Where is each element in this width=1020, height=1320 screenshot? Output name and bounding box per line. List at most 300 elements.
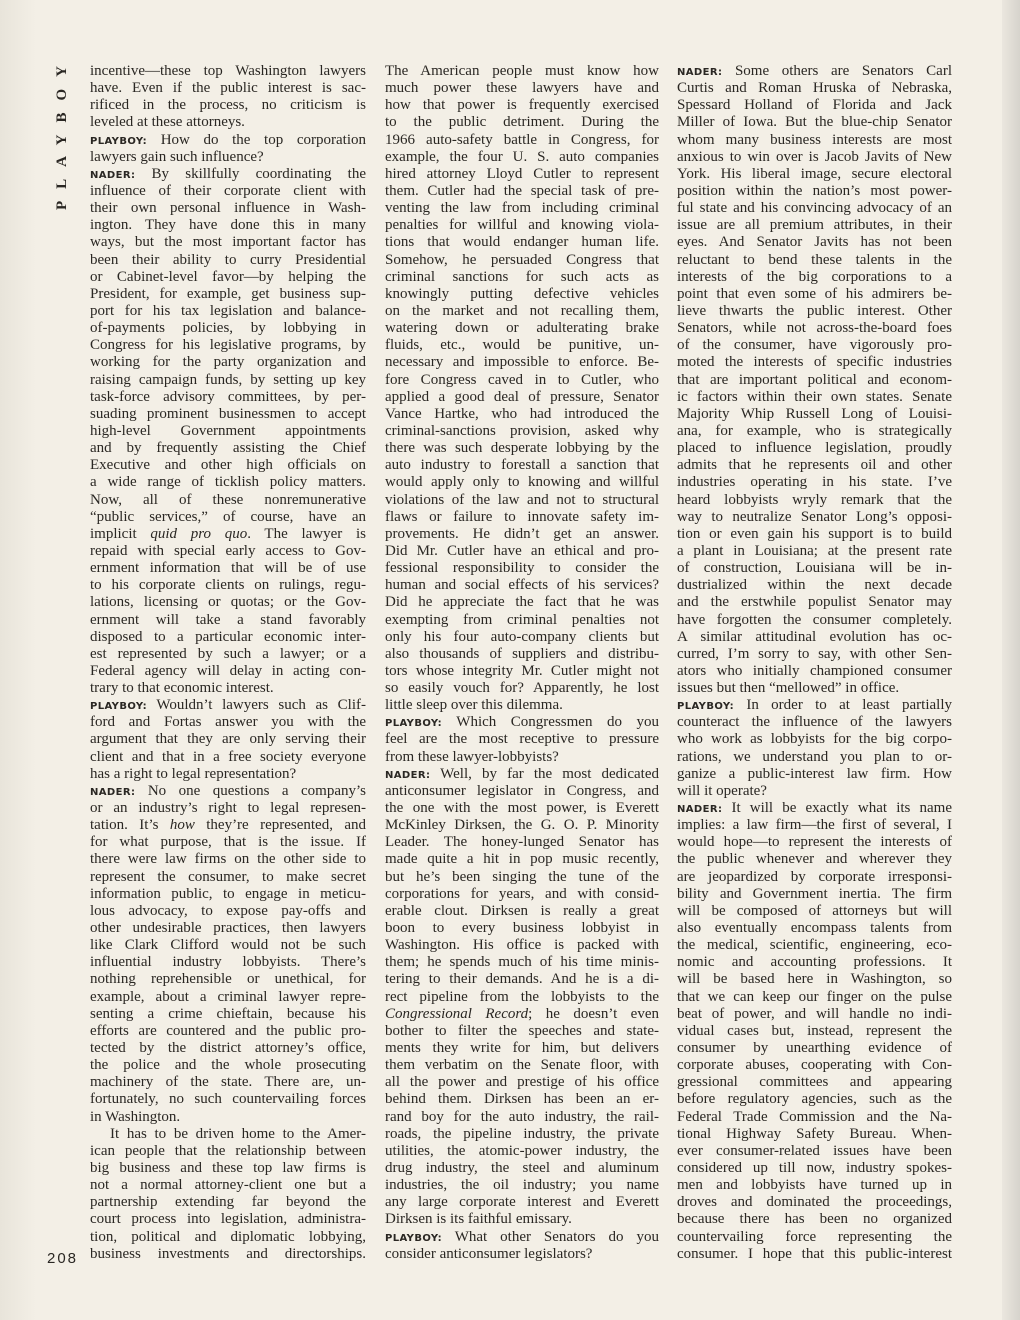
text-line (90, 731, 366, 748)
text-line (385, 1023, 659, 1040)
text-line (385, 97, 659, 114)
text-line (677, 1109, 952, 1126)
line-content (385, 1211, 572, 1228)
line-content (90, 783, 366, 801)
line-text: to the public detriment. During the (385, 114, 659, 131)
text-line (677, 457, 952, 474)
line-text: lawyers gain such influence? (90, 148, 264, 165)
line-text: also thousands of suppliers and distribu- (385, 645, 659, 662)
line-text: the police and the whole prosecuting (90, 1057, 366, 1074)
text-line (90, 509, 366, 526)
text-line (677, 149, 952, 166)
line-content (90, 389, 366, 406)
speaker-label: PLAYBOY: (90, 701, 148, 713)
page-number: 208 (47, 1250, 79, 1267)
line-text: Wouldn’t lawyers such as Clif- (147, 697, 366, 714)
line-text: tion or even gain his support is to build (677, 525, 952, 542)
line-content (677, 903, 952, 920)
text-line (90, 971, 366, 988)
line-content (677, 509, 952, 526)
line-content (90, 526, 366, 543)
line-content (385, 166, 659, 183)
line-text: working for the party organization and (90, 354, 366, 371)
line-text: that are important political and econom- (677, 371, 952, 388)
line-content (90, 1057, 366, 1074)
line-text: est represented by such a lawyer; or a (90, 645, 366, 662)
text-line (90, 286, 366, 303)
text-line (385, 80, 659, 97)
line-content (677, 1006, 952, 1023)
text-line (385, 269, 659, 286)
line-text: port for his tax legislation and balance- (90, 302, 366, 319)
line-text: Now, all of these nonremunerative (90, 491, 366, 508)
text-line (90, 252, 366, 269)
line-content (385, 1023, 659, 1040)
line-text: What other Senators do you (442, 1228, 659, 1245)
line-content (385, 646, 659, 663)
line-text: issues but then “mellowed” in office. (677, 680, 900, 697)
text-line (385, 1126, 659, 1143)
line-text: Vance Hartke, who had introduced the (385, 405, 659, 422)
line-content (90, 492, 366, 509)
line-content (90, 886, 366, 903)
line-text: anxious to win over is Jacob Javits of New (677, 148, 952, 165)
line-text: also eventually encompass talents from (677, 920, 952, 937)
line-content (677, 474, 952, 491)
text-line (385, 989, 659, 1006)
line-content (677, 1143, 952, 1160)
line-text: roads, the pipeline industry, the private (385, 1125, 659, 1142)
text-line (90, 629, 366, 646)
line-content (385, 612, 659, 629)
line-content (90, 954, 366, 971)
line-text: or Cabinet-level favor—by helping the (90, 268, 366, 285)
line-content (385, 1057, 659, 1074)
speaker-label: NADER: (677, 67, 723, 78)
line-content (677, 851, 952, 868)
line-text: client and that in a free society everyone (90, 748, 366, 765)
line-content (385, 783, 659, 800)
line-text: President, for example, get business sup- (90, 285, 366, 302)
text-line (90, 1143, 366, 1160)
line-content (677, 869, 952, 886)
line-content (385, 954, 659, 971)
line-content (677, 1057, 952, 1074)
line-text: tions that would endanger human life. (385, 234, 659, 251)
speaker-label: PLAYBOY: (385, 718, 443, 730)
line-content (90, 234, 366, 251)
line-text: industries operating in his state. I’ve (677, 474, 952, 491)
line-text: partnership extending far beyond the (90, 1194, 366, 1211)
text-line (677, 1006, 952, 1023)
line-content (90, 714, 366, 731)
line-content (90, 680, 274, 697)
text-line (90, 680, 366, 697)
line-text: tional Highway Safety Bureau. When- (677, 1125, 952, 1142)
line-content (385, 132, 659, 149)
line-text: business investments and directorships. (90, 1245, 366, 1262)
line-text: have. Even if the public interest is sac- (90, 80, 366, 97)
line-text: point that even some of his admirers be- (677, 285, 952, 302)
line-text: lieve thwarts the public interest. Other (677, 302, 952, 319)
line-content (385, 320, 659, 337)
line-content (385, 1074, 659, 1091)
text-line (90, 560, 366, 577)
line-text: The American people must know how (385, 63, 659, 79)
text-line (385, 1177, 659, 1194)
line-text: fluids, etc., would be punitive, un- (385, 337, 659, 354)
line-content (90, 114, 245, 131)
line-text: vidual cases but, instead, represent the (677, 1022, 952, 1039)
line-text: a plant in Louisiana; at the present rate (677, 542, 952, 559)
text-line (677, 183, 952, 200)
line-text: In order to at least partially (734, 697, 952, 714)
line-text: the public whenever and wherever they (677, 851, 952, 868)
line-text: rect pipeline from the lobbyists to the (385, 988, 659, 1005)
line-content (90, 663, 366, 680)
text-line (677, 937, 952, 954)
line-content (677, 663, 952, 680)
line-text: influential industry lobbyists. There’s (90, 954, 366, 971)
line-text: “public services,” of course, have an (90, 508, 366, 525)
text-line (90, 1074, 366, 1091)
text-line (385, 766, 659, 783)
line-text: counteract the influence of the lawyers (677, 714, 952, 731)
line-content (677, 731, 952, 748)
line-content (385, 337, 659, 354)
text-line (385, 492, 659, 509)
line-content (90, 354, 366, 371)
line-text: interests of the big corporations to a (677, 268, 952, 285)
text-line (677, 680, 952, 697)
line-text: tion, political and diplomatic lobbying, (90, 1228, 366, 1245)
text-line (90, 989, 366, 1006)
text-line (385, 680, 659, 697)
line-text: corporations for years, and with consid- (385, 885, 659, 902)
line-content (677, 937, 952, 954)
line-content (90, 971, 366, 988)
text-line (677, 526, 952, 543)
line-content (385, 971, 659, 988)
text-line (90, 954, 366, 971)
text-line (90, 1246, 366, 1263)
text-line (385, 166, 659, 183)
line-text: ments they write for him, but delivers (385, 1040, 659, 1057)
line-content (385, 97, 659, 114)
line-text: erable clout. Dirksen is really a great (385, 902, 659, 919)
line-text: court process into legislation, administra- (90, 1211, 366, 1228)
text-line (385, 1211, 659, 1228)
text-line (90, 97, 366, 114)
text-line (677, 1211, 952, 1228)
line-content (385, 200, 659, 217)
text-line (90, 543, 366, 560)
text-line (385, 954, 659, 971)
text-line (385, 354, 659, 371)
text-line (677, 1074, 952, 1091)
line-text: Congress for his legislative programs, by (90, 337, 366, 354)
italic-text: quid pro quo (150, 525, 248, 542)
line-content (90, 166, 366, 184)
text-line (677, 749, 952, 766)
line-text: a wide range of ticklish policy matters. (90, 474, 366, 491)
line-text: any large corporate interest and Everett (385, 1194, 659, 1211)
line-content (677, 183, 952, 200)
line-content (90, 440, 366, 457)
line-text: Leader. The honey-lunged Senator has (385, 834, 659, 851)
text-line (677, 714, 952, 731)
line-content (677, 440, 952, 457)
line-content (385, 1126, 659, 1143)
line-content (90, 817, 366, 834)
text-line (677, 612, 952, 629)
text-line (90, 612, 366, 629)
line-content (385, 1006, 659, 1023)
line-content (385, 594, 659, 611)
line-content (677, 337, 952, 354)
line-content (677, 1160, 952, 1177)
text-line (677, 697, 952, 714)
line-content (90, 800, 366, 817)
line-content (385, 183, 659, 200)
line-content (677, 200, 952, 217)
text-line (677, 1023, 952, 1040)
line-content (90, 457, 366, 474)
line-content (677, 492, 952, 509)
line-content (90, 1074, 366, 1091)
text-line (90, 886, 366, 903)
text-line (677, 560, 952, 577)
text-line (677, 954, 952, 971)
line-text: knowingly putting defective vehicles (385, 285, 659, 302)
line-text: of the consumer, have vigorously pro- (677, 337, 952, 354)
line-text: argument that they are only serving their (90, 731, 366, 748)
line-content (385, 766, 659, 784)
line-content (90, 851, 366, 868)
line-content (385, 697, 563, 714)
text-line (677, 766, 952, 783)
line-text: Executive and other high officials on (90, 457, 366, 474)
line-text: fore Congress caved in to Cutler, who (385, 371, 659, 388)
line-text: ; he doesn’t even (528, 1005, 659, 1022)
text-line (677, 1057, 952, 1074)
line-content (677, 149, 952, 166)
speaker-label: NADER: (385, 769, 431, 781)
line-text: ever consumer-related issues have been (677, 1142, 952, 1159)
text-line (90, 474, 366, 491)
line-text: implicit (90, 525, 151, 542)
line-content (677, 971, 952, 988)
text-line (385, 234, 659, 251)
line-content (90, 217, 366, 234)
line-text: violations of the law and not to structural (385, 491, 659, 508)
text-line (677, 851, 952, 868)
line-content (90, 1229, 366, 1246)
line-text: from these lawyer-lobbyists? (385, 748, 559, 765)
text-line (677, 474, 952, 491)
text-line (90, 646, 366, 663)
line-text: rations, we understand you plan to or- (677, 748, 952, 765)
line-text: ernment will take a stand favorably (90, 611, 366, 628)
text-line (677, 594, 952, 611)
line-content (90, 920, 366, 937)
line-text: before regulatory agencies, such as the (677, 1091, 952, 1108)
line-content (385, 509, 659, 526)
text-line (90, 1057, 366, 1074)
line-text: tation. It’s (90, 817, 170, 834)
line-content (90, 1091, 366, 1108)
text-line (90, 372, 366, 389)
line-content (90, 869, 366, 886)
line-content (385, 749, 559, 766)
text-line (90, 663, 366, 680)
line-text: drug industry, the steel and aluminum (385, 1160, 659, 1176)
line-text: Did he appreciate the fact that he was (385, 594, 659, 611)
line-text: men and lobbyists have turned up in (677, 1177, 952, 1194)
text-line (385, 1006, 659, 1023)
line-content (677, 1074, 952, 1091)
line-content (90, 423, 366, 440)
text-line (677, 1040, 952, 1057)
line-text: heard lobbyists wryly remark that the (677, 491, 952, 508)
text-line (385, 697, 659, 714)
text-line (385, 252, 659, 269)
line-content (677, 714, 952, 731)
line-text: How do the top corporation (147, 131, 366, 148)
line-content (385, 1194, 659, 1211)
text-line (385, 474, 659, 491)
line-text: and the erstwhile populist Senator may (677, 594, 952, 611)
line-text: how that power is frequently exercised (385, 97, 659, 114)
text-line (677, 509, 952, 526)
line-content (110, 1126, 366, 1143)
line-text: on the market and not recalling them, (385, 302, 659, 319)
line-content (90, 132, 366, 150)
line-content (385, 714, 659, 732)
line-text: tected by the district attorney’s office, (90, 1040, 366, 1057)
line-text: machinery of the state. There are, un- (90, 1074, 366, 1091)
line-text: corporate abuses, cooperating with Con- (677, 1057, 952, 1074)
text-line (90, 234, 366, 251)
line-text: bother to filter the speeches and state- (385, 1022, 659, 1039)
line-text: McKinley Dirksen, the G. O. P. Minority (385, 817, 659, 834)
line-text: and by frequently assisting the Chief (90, 440, 366, 457)
text-line (90, 354, 366, 371)
text-line (677, 286, 952, 303)
line-content (677, 234, 952, 251)
line-content (385, 937, 659, 954)
text-line (385, 320, 659, 337)
line-content (385, 80, 659, 97)
line-content (90, 1143, 366, 1160)
line-content (90, 303, 366, 320)
line-content (385, 560, 659, 577)
line-content (90, 337, 366, 354)
line-text: countervailing force representing the (677, 1228, 952, 1245)
line-content (385, 800, 659, 817)
line-text: considered up till now, industry spokes- (677, 1160, 952, 1176)
line-content (90, 1246, 366, 1263)
text-line (385, 851, 659, 868)
line-text: in Washington. (90, 1108, 181, 1125)
line-content (677, 766, 952, 783)
text-line (90, 1109, 366, 1126)
line-text: have forgotten the consumer completely. (677, 611, 952, 628)
text-line (677, 834, 952, 851)
line-content (90, 903, 366, 920)
line-content (385, 989, 659, 1006)
text-line (385, 577, 659, 594)
line-content (677, 269, 952, 286)
line-content (677, 989, 952, 1006)
line-content (385, 903, 659, 920)
line-text: Miller of Iowa. But the blue-chip Senator (677, 114, 952, 131)
text-line (677, 354, 952, 371)
text-line (385, 337, 659, 354)
text-line (677, 731, 952, 748)
text-column-3 (677, 63, 952, 1263)
line-content (677, 406, 952, 423)
line-content (385, 474, 659, 491)
text-line (677, 817, 952, 834)
line-content (677, 886, 952, 903)
text-line (677, 971, 952, 988)
line-content (385, 217, 659, 234)
text-line (385, 1229, 659, 1246)
line-content (90, 372, 366, 389)
text-line (90, 337, 366, 354)
text-line (90, 389, 366, 406)
line-content (677, 749, 952, 766)
text-line (90, 851, 366, 868)
text-line (677, 406, 952, 423)
text-line (385, 714, 659, 731)
text-line (385, 1160, 659, 1177)
line-text: to his corporate clients on rulings, regu- (90, 577, 366, 594)
text-line (385, 1074, 659, 1091)
text-line (677, 80, 952, 97)
text-line (90, 749, 366, 766)
line-text: influence of their corporate client with (90, 182, 366, 199)
text-line (90, 63, 366, 80)
text-line (90, 1091, 366, 1108)
text-line (90, 594, 366, 611)
line-content (90, 1109, 180, 1126)
line-text: represent the consumer, to make secret (90, 868, 366, 885)
line-text: ways, but the most important factor has (90, 234, 366, 251)
line-content (90, 629, 366, 646)
line-text: eyes. And Senator Javits has not been (677, 234, 952, 251)
text-line (385, 817, 659, 834)
text-line (90, 132, 366, 149)
line-text: will it operate? (677, 782, 767, 799)
text-line (385, 783, 659, 800)
text-line (385, 731, 659, 748)
line-content (385, 63, 659, 80)
line-text: ganize a public-interest law firm. How (677, 765, 952, 782)
line-content (90, 731, 366, 748)
line-text: venting the law from including criminal (385, 200, 659, 217)
text-line (385, 509, 659, 526)
line-text: consumer. I hope that this public-interest (677, 1245, 952, 1262)
line-text: information public, to engage in meticu- (90, 885, 366, 902)
line-text: would apply only to knowing and willful (385, 474, 659, 491)
text-line (677, 389, 952, 406)
line-text: so easily vouch for? Apparently, he lost (385, 680, 659, 697)
line-text: Senators, while not across-the-board foes (677, 320, 952, 337)
line-content (385, 252, 659, 269)
text-line (90, 869, 366, 886)
